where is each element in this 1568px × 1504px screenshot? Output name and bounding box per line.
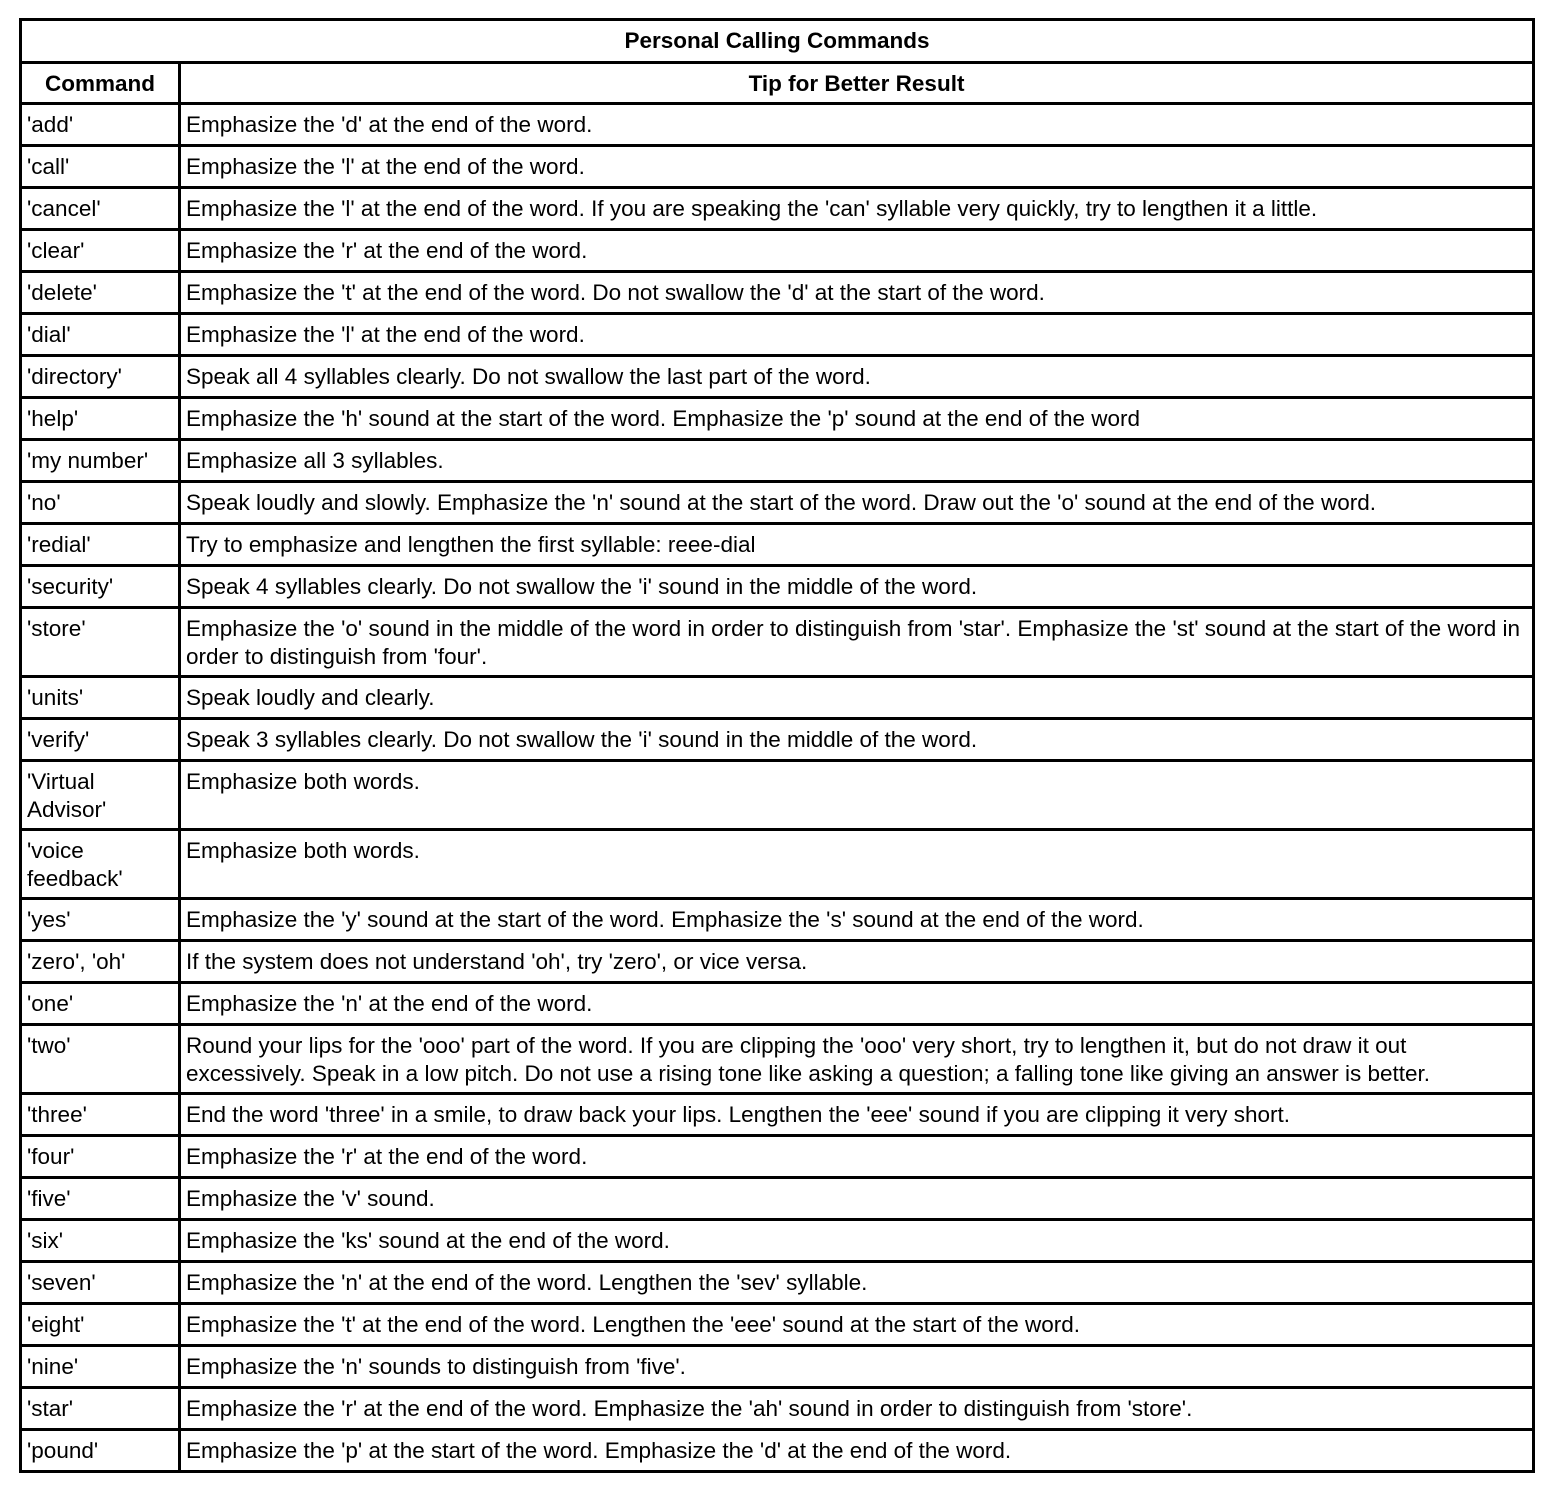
command-cell: 'five' xyxy=(21,1178,180,1220)
command-cell: 'Virtual Advisor' xyxy=(21,761,180,830)
tip-cell: Round your lips for the 'ooo' part of the word. If you are clipping the 'ooo' very short, try to lengthen it, but do not draw it out excessively. Speak in a low pitch. Do not use a rising tone like asking a question; a falling tone like giving an answer is better. xyxy=(180,1025,1534,1094)
table-body xyxy=(21,104,1534,1472)
tip-cell: Emphasize both words. xyxy=(180,761,1534,830)
command-cell: 'delete' xyxy=(21,272,180,314)
table-row xyxy=(21,398,1534,440)
command-cell: 'security' xyxy=(21,566,180,608)
command-cell: 'directory' xyxy=(21,356,180,398)
command-cell: 'nine' xyxy=(21,1346,180,1388)
tip-cell: Emphasize the 'ks' sound at the end of the word. xyxy=(180,1220,1534,1262)
table-row xyxy=(21,1094,1534,1136)
table-row xyxy=(21,104,1534,146)
table-header-row xyxy=(21,63,1534,104)
commands-table xyxy=(19,18,1535,1473)
table-row xyxy=(21,524,1534,566)
command-cell: 'zero', 'oh' xyxy=(21,941,180,983)
command-cell: 'my number' xyxy=(21,440,180,482)
tip-cell: Emphasize the 'p' at the start of the word. Emphasize the 'd' at the end of the word. xyxy=(180,1430,1534,1472)
tip-cell: Emphasize the 'n' at the end of the word. xyxy=(180,983,1534,1025)
table-row xyxy=(21,1346,1534,1388)
tip-cell: Speak loudly and slowly. Emphasize the 'n' sound at the start of the word. Draw out the 'o' sound at the end of the word. xyxy=(180,482,1534,524)
command-cell: 'star' xyxy=(21,1388,180,1430)
tip-cell: Speak all 4 syllables clearly. Do not swallow the last part of the word. xyxy=(180,356,1534,398)
table-row xyxy=(21,314,1534,356)
command-cell: 'redial' xyxy=(21,524,180,566)
table-row xyxy=(21,1304,1534,1346)
tip-cell: If the system does not understand 'oh', try 'zero', or vice versa. xyxy=(180,941,1534,983)
tip-cell: Emphasize the 'l' at the end of the word. If you are speaking the 'can' syllable very quickly, try to lengthen it a little. xyxy=(180,188,1534,230)
tip-cell: Emphasize the 'o' sound in the middle of the word in order to distinguish from 'star'. Emphasize the 'st' sound at the start of the word in order to distinguish from 'four'. xyxy=(180,608,1534,677)
tip-cell: Try to emphasize and lengthen the first syllable: reee-dial xyxy=(180,524,1534,566)
tip-cell: Emphasize the 't' at the end of the word. Do not swallow the 'd' at the start of the word. xyxy=(180,272,1534,314)
tip-cell: Emphasize the 't' at the end of the word. Lengthen the 'eee' sound at the start of the word. xyxy=(180,1304,1534,1346)
table-row xyxy=(21,608,1534,677)
tip-cell: End the word 'three' in a smile, to draw back your lips. Lengthen the 'eee' sound if you are clipping it very short. xyxy=(180,1094,1534,1136)
command-cell: 'six' xyxy=(21,1220,180,1262)
column-header-tip: Tip for Better Result xyxy=(180,63,1534,104)
command-cell: 'two' xyxy=(21,1025,180,1094)
tip-cell: Speak loudly and clearly. xyxy=(180,677,1534,719)
table-row xyxy=(21,146,1534,188)
command-cell: 'pound' xyxy=(21,1430,180,1472)
command-cell: 'clear' xyxy=(21,230,180,272)
tip-cell: Emphasize the 'y' sound at the start of the word. Emphasize the 's' sound at the end of the word. xyxy=(180,899,1534,941)
table-row xyxy=(21,830,1534,899)
tip-cell: Emphasize both words. xyxy=(180,830,1534,899)
table-row xyxy=(21,1136,1534,1178)
command-cell: 'call' xyxy=(21,146,180,188)
table-row xyxy=(21,677,1534,719)
tip-cell: Emphasize the 'v' sound. xyxy=(180,1178,1534,1220)
table-row xyxy=(21,482,1534,524)
tip-cell: Emphasize the 'n' sounds to distinguish from 'five'. xyxy=(180,1346,1534,1388)
tip-cell: Speak 3 syllables clearly. Do not swallow the 'i' sound in the middle of the word. xyxy=(180,719,1534,761)
table-row xyxy=(21,272,1534,314)
tip-cell: Emphasize the 'l' at the end of the word. xyxy=(180,314,1534,356)
command-cell: 'eight' xyxy=(21,1304,180,1346)
command-cell: 'add' xyxy=(21,104,180,146)
table-row xyxy=(21,1220,1534,1262)
table-row xyxy=(21,188,1534,230)
tip-cell: Emphasize the 'n' at the end of the word. Lengthen the 'sev' syllable. xyxy=(180,1262,1534,1304)
tip-cell: Emphasize the 'r' at the end of the word. xyxy=(180,230,1534,272)
table-row xyxy=(21,566,1534,608)
table-row xyxy=(21,440,1534,482)
command-cell: 'cancel' xyxy=(21,188,180,230)
table-title-row xyxy=(21,20,1534,63)
command-cell: 'units' xyxy=(21,677,180,719)
command-cell: 'help' xyxy=(21,398,180,440)
table-row xyxy=(21,1262,1534,1304)
command-cell: 'four' xyxy=(21,1136,180,1178)
command-cell: 'voice feedback' xyxy=(21,830,180,899)
table-row xyxy=(21,356,1534,398)
table-row xyxy=(21,761,1534,830)
command-cell: 'dial' xyxy=(21,314,180,356)
table-row xyxy=(21,1388,1534,1430)
column-header-command: Command xyxy=(21,63,180,104)
tip-cell: Emphasize the 'd' at the end of the word. xyxy=(180,104,1534,146)
table-row xyxy=(21,719,1534,761)
table-title: Personal Calling Commands xyxy=(21,20,1534,63)
table-row xyxy=(21,899,1534,941)
tip-cell: Emphasize all 3 syllables. xyxy=(180,440,1534,482)
table-row xyxy=(21,983,1534,1025)
command-cell: 'one' xyxy=(21,983,180,1025)
table-row xyxy=(21,941,1534,983)
tip-cell: Emphasize the 'r' at the end of the word. Emphasize the 'ah' sound in order to distinguish from 'store'. xyxy=(180,1388,1534,1430)
command-cell: 'three' xyxy=(21,1094,180,1136)
table-row xyxy=(21,230,1534,272)
tip-cell: Emphasize the 'h' sound at the start of the word. Emphasize the 'p' sound at the end of the word xyxy=(180,398,1534,440)
tip-cell: Emphasize the 'r' at the end of the word. xyxy=(180,1136,1534,1178)
command-cell: 'store' xyxy=(21,608,180,677)
table-row xyxy=(21,1178,1534,1220)
tip-cell: Emphasize the 'l' at the end of the word. xyxy=(180,146,1534,188)
command-cell: 'verify' xyxy=(21,719,180,761)
table-row xyxy=(21,1025,1534,1094)
command-cell: 'seven' xyxy=(21,1262,180,1304)
command-cell: 'yes' xyxy=(21,899,180,941)
table-row xyxy=(21,1430,1534,1472)
command-cell: 'no' xyxy=(21,482,180,524)
tip-cell: Speak 4 syllables clearly. Do not swallow the 'i' sound in the middle of the word. xyxy=(180,566,1534,608)
